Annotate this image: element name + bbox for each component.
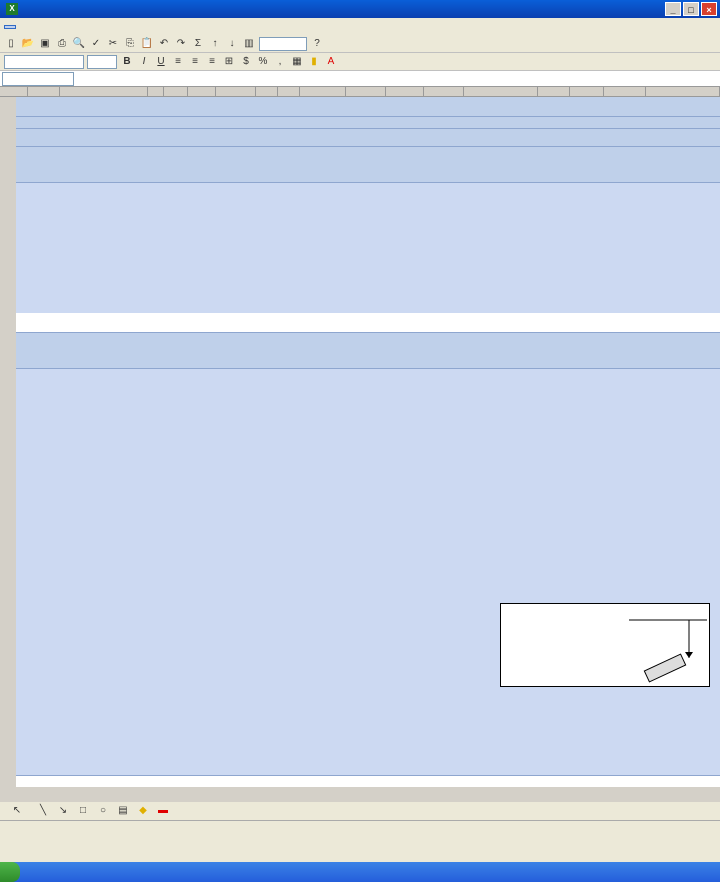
align-center-icon[interactable]: ≡ [192,55,198,67]
align-left-icon[interactable]: ≡ [175,55,181,67]
open-icon[interactable]: 📂 [21,37,35,49]
column-headers [0,87,720,97]
chart-icon[interactable]: ▥ [244,37,254,49]
col-header-K[interactable] [346,87,386,97]
paste-icon[interactable]: 📋 [140,37,154,49]
col-header-A[interactable] [16,87,28,97]
print-icon[interactable]: ⎙ [58,37,66,49]
name-box[interactable] [2,72,74,86]
percent-icon[interactable]: % [258,55,268,67]
col-header-P[interactable] [570,87,604,97]
section-figure [629,618,709,684]
shape-rows [16,369,720,499]
menu-help[interactable] [102,26,112,28]
col-header-R[interactable] [646,87,720,97]
select-arrow-icon[interactable]: ↖ [12,805,22,816]
materials-row [16,501,720,523]
new-icon[interactable]: ▯ [8,37,14,49]
zoom-select[interactable] [259,37,307,51]
sort-desc-icon[interactable]: ↓ [229,37,235,49]
spell-icon[interactable]: ✓ [91,37,101,49]
title-row [16,97,720,117]
plate-rows [16,183,720,313]
row-headers [0,97,16,787]
copy-icon[interactable]: ⎘ [126,37,134,49]
formatting-toolbar [0,53,720,71]
bold-icon[interactable]: B [123,55,131,67]
menu-bar [0,18,720,35]
merge-icon[interactable]: ⊞ [224,55,234,67]
borders-icon[interactable]: ▦ [292,55,302,67]
sheet-content [16,97,720,787]
line-icon[interactable]: ╲ [39,805,47,816]
preview-icon[interactable]: 🔍 [72,37,86,49]
menu-view[interactable] [30,26,40,28]
col-header-D[interactable] [148,87,164,97]
menu-insert[interactable] [42,26,52,28]
redo-icon[interactable]: ↷ [176,37,186,49]
col-header-E[interactable] [164,87,188,97]
arrow-icon[interactable]: ↘ [58,805,68,816]
close-button[interactable]: × [701,2,717,16]
col-header-G[interactable] [216,87,256,97]
calc-title[interactable] [16,129,720,147]
date-row [16,117,720,129]
col-header-M[interactable] [424,87,464,97]
col-header-I[interactable] [278,87,300,97]
col-header-F[interactable] [188,87,216,97]
underline-icon[interactable]: U [157,55,165,67]
legend-figure [500,603,710,687]
start-button[interactable] [0,862,20,882]
textbox-icon[interactable]: ▤ [118,805,128,816]
menu-window[interactable] [90,26,100,28]
menu-tools[interactable] [66,26,76,28]
ana-location-row [16,775,720,787]
menu-adobe-pdf[interactable] [114,26,124,28]
table-header-1 [16,147,720,183]
sum-icon[interactable]: Σ [194,37,202,49]
fill-icon[interactable]: ◆ [139,805,147,816]
col-header-B[interactable] [28,87,60,97]
italic-icon[interactable]: I [142,55,146,67]
align-right-icon[interactable]: ≡ [209,55,215,67]
sort-asc-icon[interactable]: ↑ [212,37,218,49]
oval-icon[interactable]: ○ [99,805,107,816]
spreadsheet-grid[interactable] [0,87,720,787]
sheet-tabs [0,787,720,802]
fill-color-icon[interactable]: ▮ [311,55,317,67]
line-color-icon[interactable]: ▬ [158,805,168,816]
minimize-button[interactable]: _ [665,2,681,16]
help-icon[interactable]: ? [314,37,320,49]
structural-note[interactable] [16,313,720,333]
undo-icon[interactable]: ↶ [159,37,169,49]
font-select[interactable] [4,55,84,69]
col-header-Q[interactable] [604,87,646,97]
menu-file[interactable] [4,25,16,29]
sums-block [156,627,486,697]
modulus-1st [236,697,720,733]
status-bar [0,820,720,862]
menu-edit[interactable] [18,26,28,28]
drawing-toolbar [0,802,720,820]
cut-icon[interactable]: ✂ [108,37,118,49]
comma-icon[interactable]: , [278,55,282,67]
col-header-N[interactable] [464,87,538,97]
rectangle-icon[interactable]: □ [79,805,87,816]
col-header-C[interactable] [60,87,148,97]
col-header-O[interactable] [538,87,570,97]
title-bar [0,0,720,18]
excel-icon: X [6,3,18,15]
standard-toolbar [0,35,720,53]
menu-data[interactable] [78,26,88,28]
table-header-2 [16,333,720,369]
maximize-button[interactable]: □ [683,2,699,16]
y-distances [16,525,720,555]
font-color-icon[interactable]: A [327,55,335,67]
col-header-L[interactable] [386,87,424,97]
size-select[interactable] [87,55,117,69]
menu-format[interactable] [54,26,64,28]
currency-icon[interactable]: $ [243,55,249,67]
taskbar [0,862,720,882]
col-header-J[interactable] [300,87,346,97]
formula-bar [0,71,720,87]
col-header-H[interactable] [256,87,278,97]
save-icon[interactable]: ▣ [40,37,50,49]
